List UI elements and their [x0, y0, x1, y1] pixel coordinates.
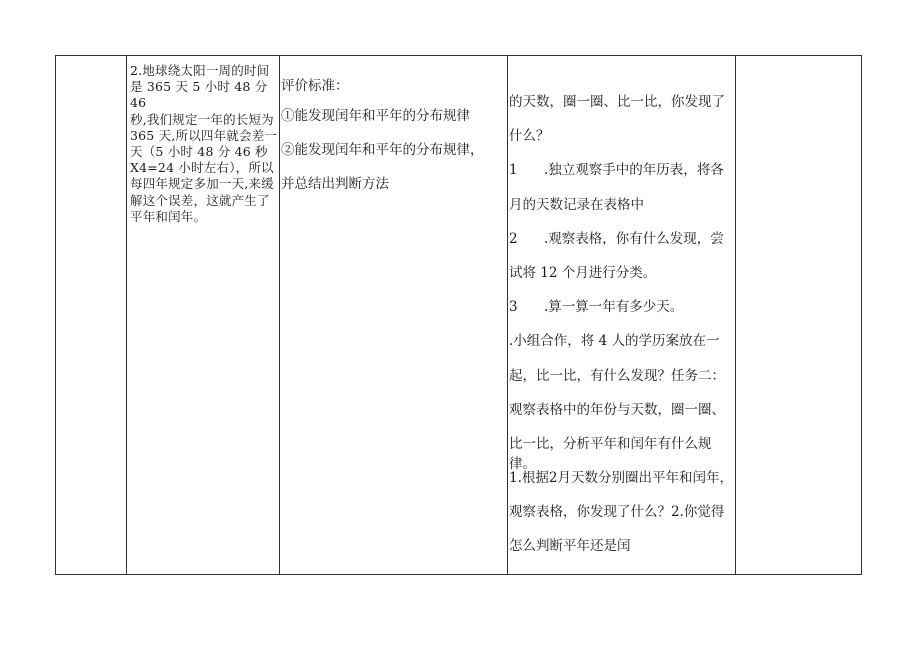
- step-number: 2: [509, 230, 518, 247]
- activity-line: [509, 195, 736, 229]
- criteria-item: ①能发现闰年和平年的分布规律: [281, 108, 470, 124]
- activity-text: 的天数，圈一圈、比一比，你发现了: [509, 94, 725, 110]
- activity-line: [509, 263, 736, 297]
- activity-line: [509, 366, 736, 400]
- text-line: 解这个误差，这就产生了: [130, 192, 270, 208]
- text-line: 是 365 天 5 小时 48 分 46: [130, 79, 268, 111]
- activity-text: 什么？: [509, 128, 550, 145]
- lesson-table: [55, 55, 862, 575]
- text-line: 365 天,所以四年就会差一: [130, 127, 278, 143]
- activity-text: .小组合作，将 4 人的学历案放在一: [509, 333, 720, 350]
- activity-line: [509, 468, 736, 502]
- activity-text: .算一算一年有多少天。: [544, 299, 684, 316]
- criteria-heading: 评价标准：: [281, 78, 349, 94]
- step-number: 1: [509, 162, 518, 179]
- activity-line: [509, 160, 736, 194]
- activity-text: 怎么判断平年还是闰: [509, 538, 631, 555]
- activity-text: 观察表格，你发现了什么？2.你觉得: [509, 504, 725, 521]
- activity-line: [509, 400, 736, 434]
- text-line: X4=24 小时左右），所以: [130, 160, 274, 176]
- activity-text: 试将 12 个月进行分类。: [509, 264, 657, 281]
- activity-line: [509, 434, 736, 472]
- activity-text: .观察表格，你有什么发现，尝: [544, 230, 724, 247]
- background-knowledge-cell: [127, 56, 280, 574]
- activity-text: 月的天数记录在表格中: [509, 196, 644, 213]
- step-number: 3: [509, 299, 518, 316]
- criteria-item: 并总结出判断方法: [281, 176, 389, 192]
- text-line: 每四年规定多加一天,来缓: [130, 176, 274, 192]
- activity-text: .独立观察手中的年历表，将各: [544, 162, 724, 179]
- activity-cell: [508, 56, 736, 574]
- activity-text: 比一比，分析平年和闰年有什么规律。: [509, 435, 712, 472]
- text-line: 秒,我们规定一年的长短为: [130, 111, 274, 127]
- activity-line: [509, 536, 736, 570]
- activity-line: [509, 297, 736, 331]
- activity-line: [509, 331, 736, 365]
- criteria-item: ②能发现闰年和平年的分布规律，: [281, 142, 484, 158]
- activity-line: [509, 502, 736, 536]
- text-line: 平年和闰年。: [130, 208, 207, 224]
- activity-line: [509, 229, 736, 263]
- activity-text: 起，比一比，有什么发现？任务二：: [509, 367, 725, 384]
- evaluation-criteria-cell: [280, 56, 508, 574]
- text-line: 2.地球绕太阳一周的时间: [130, 63, 270, 78]
- activity-line: [509, 92, 736, 126]
- activity-text: 观察表格中的年份与天数，圈一圈、: [509, 401, 725, 418]
- activity-text: 1.根据2月天数分别圈出平年和闰年，: [509, 470, 733, 487]
- text-line: 天（5 小时 48 分 46 秒: [130, 144, 268, 160]
- activity-line: [509, 126, 736, 160]
